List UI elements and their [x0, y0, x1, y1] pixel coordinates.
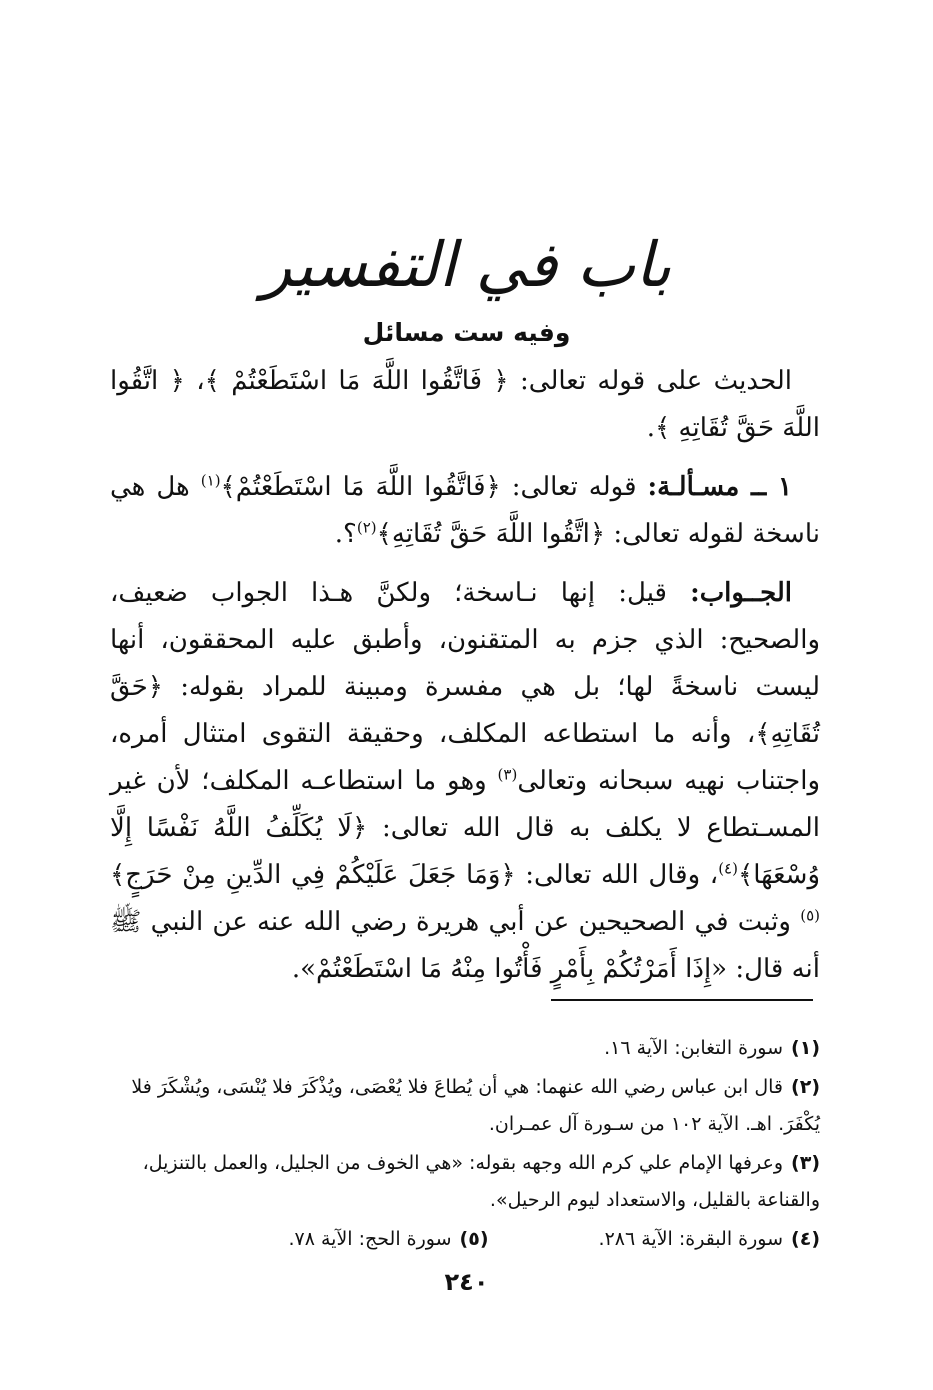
answer-text-4: وثبت في الصحيحين عن أبي هريرة رضي الله عنه عن النبي ﷺ أنه قال: «إِذَا أَمَرْتُكُمْ بِأَمْرٍ فَأْتُوا مِنْهُ مَا اسْتَطَعْتُمْ». [110, 907, 820, 984]
footnote-ref-3: (٣) [497, 765, 518, 784]
footnote-1-number: (١) [791, 1037, 820, 1059]
answer-text-1: قيل: إنها نـاسخة؛ ولكنَّ هـذا الجواب ضعيف، والصحيح: الذي جزم به المتقنون، وأطبق عليه المحققون، أنها ليست ناسخةً لها؛ بل هي مفسرة ومبينة للمراد بقوله: ﴿حَقَّ تُقَاتِهِ﴾، وأنه ما استطاعه المكلف، وحقيقة التقوى امتثال أمره، واجتناب نهيه سبحانه وتعالى [110, 578, 821, 796]
footnote-2-text: قال ابن عباس رضي الله عنهما: هي أن يُطاعَ فلا يُعْصَى، ويُذْكَرَ فلا يُنْسَى، ويُشْكَرَ فلا يُكْفَرَ. اهـ. الآية ١٠٢ من سـورة آل عمـران. [131, 1076, 820, 1135]
footnote-3-number: (٣) [791, 1152, 820, 1174]
main-text [110, 358, 820, 1005]
answer-paragraph [110, 570, 820, 993]
question-paragraph [110, 464, 820, 558]
footnote-ref-1: (١) [200, 471, 221, 490]
footnote-ref-5: (٥) [800, 906, 820, 925]
chapter-subtitle: وفيه ست مسائل [362, 318, 571, 347]
intro-paragraph: الحديث على قوله تعالى: ﴿ فَاتَّقُوا اللَّهَ مَا اسْتَطَعْتُمْ ﴾، ﴿ اتَّقُوا اللَّهَ حَقَّ تُقَاتِهِ ﴾. [110, 366, 820, 443]
footnote-5-number: (٥) [459, 1228, 489, 1250]
question-text-2: هل هي ناسخة لقوله تعالى: ﴿اتَّقُوا اللَّهَ حَقَّ تُقَاتِهِ﴾ [110, 472, 820, 549]
footnote-5 [288, 1221, 488, 1258]
footnote-ref-2: (٢) [356, 518, 377, 537]
chapter-title: باب في التفسير [261, 228, 672, 301]
footnote-row [110, 1221, 820, 1260]
footnote-ref-4: (٤) [718, 859, 738, 878]
answer-text-2: وهو ما استطاعـه المكلف؛ لأن غير المسـتطاع لا يكلف به قال الله تعالى: ﴿لَا يُكَلِّفُ اللَّهُ نَفْسًا إِلَّا وُسْعَهَا﴾ [110, 766, 820, 890]
answer-text-3: ، وقال الله تعالى: ﴿وَمَا جَعَلَ عَلَيْكُمْ فِي الدِّينِ مِنْ حَرَجٍ﴾ [110, 860, 719, 890]
question-label: ١ ــ مسـألـة: [647, 472, 792, 502]
footnote-1-text: سورة التغابن: الآية ١٦. [604, 1037, 784, 1059]
footnote-3 [110, 1145, 820, 1219]
question-text-1: قوله تعالى: ﴿فَاتَّقُوا اللَّهَ مَا اسْتَطَعْتُمْ﴾ [220, 472, 637, 502]
footnote-3-text: وعرفها الإمام علي كرم الله وجهه بقوله: «هي الخوف من الجليل، والعمل بالتنزيل، والقناعة بالقليل، والاستعداد ليوم الرحيل». [142, 1152, 820, 1211]
footnote-1 [110, 1030, 820, 1067]
footnote-5-text: سورة الحج: الآية ٧٨. [288, 1228, 452, 1250]
footnote-divider [551, 999, 813, 1001]
page-number: ٢٤٠ [444, 1268, 489, 1296]
footnotes [110, 1030, 820, 1260]
footnote-4-number: (٤) [791, 1228, 820, 1250]
answer-label: الجــواب: [690, 578, 793, 608]
footnote-4 [599, 1221, 820, 1258]
footnote-2 [110, 1069, 820, 1143]
footnote-2-number: (٢) [791, 1076, 820, 1098]
footnote-4-text: سورة البقرة: الآية ٢٨٦. [598, 1228, 784, 1250]
question-end: ؟. [334, 519, 357, 549]
